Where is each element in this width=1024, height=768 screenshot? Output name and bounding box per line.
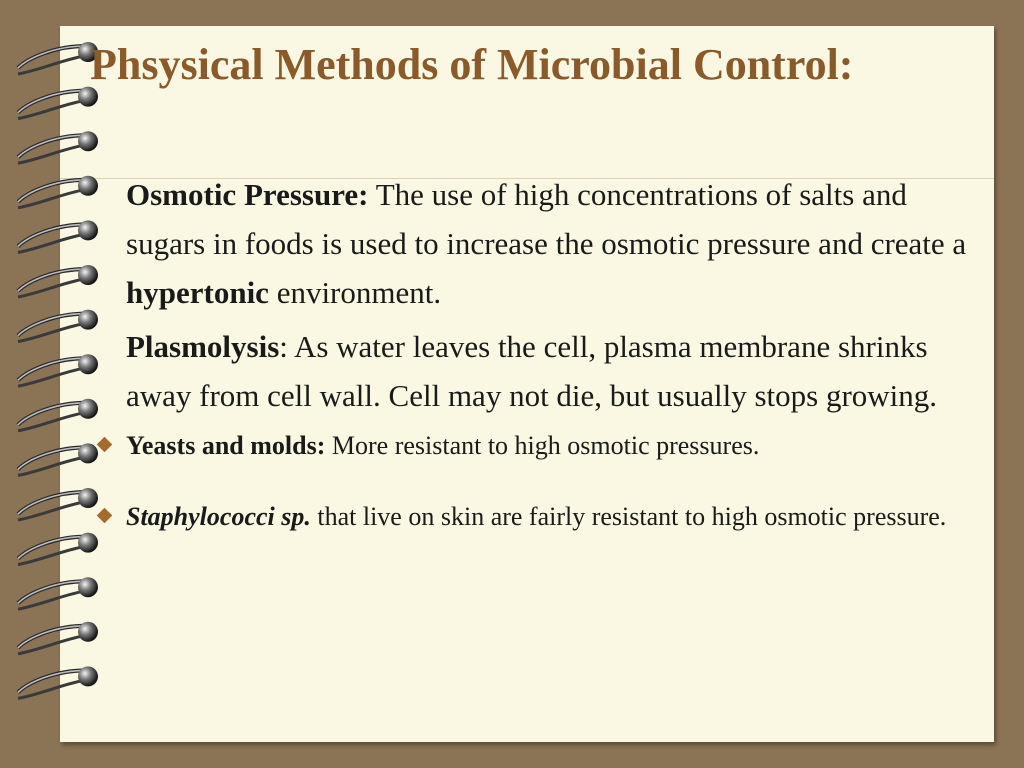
bullet-staphylococci bbox=[90, 494, 990, 539]
spiral-ring-icon bbox=[18, 87, 98, 119]
spiral-ring-icon bbox=[18, 666, 98, 698]
diamond-bullet-icon bbox=[97, 437, 113, 453]
term-osmotic-pressure: Osmotic Pressure: bbox=[126, 177, 369, 212]
paragraph-plasmolysis bbox=[90, 322, 990, 420]
spiral-ring-icon bbox=[18, 310, 98, 342]
spiral-ring-icon bbox=[18, 577, 98, 609]
term-hypertonic: hypertonic bbox=[126, 275, 269, 310]
spiral-ring-icon bbox=[18, 131, 98, 163]
term-staphylococci: Staphylococci sp. bbox=[126, 502, 311, 531]
spiral-ring-icon bbox=[18, 443, 98, 475]
yeasts-molds-text: More resistant to high osmotic pressures. bbox=[325, 431, 760, 460]
spiral-ring-icon bbox=[18, 220, 98, 252]
spiral-ring-icon bbox=[18, 265, 98, 297]
spiral-ring-icon bbox=[18, 399, 98, 431]
spiral-ring-icon bbox=[18, 488, 98, 520]
spiral-ring-icon bbox=[18, 176, 98, 208]
diamond-bullet-icon bbox=[97, 508, 113, 524]
bullet-yeasts-molds bbox=[90, 423, 990, 468]
term-plasmolysis: Plasmolysis bbox=[126, 329, 280, 364]
staphylococci-text: that live on skin are fairly resistant to high osmotic pressure. bbox=[310, 502, 947, 531]
spiral-ring-icon bbox=[18, 622, 98, 654]
slide-title: Phsysical Methods of Microbial Control: bbox=[90, 40, 854, 89]
spiral-ring-icon bbox=[18, 533, 98, 565]
plasmolysis-text: : As water leaves the cell, plasma membrane shrinks away from cell wall. Cell may not die, but usually stops growing. bbox=[126, 329, 938, 413]
slide-body bbox=[90, 170, 990, 565]
osmotic-text-after: environment. bbox=[268, 275, 442, 310]
paragraph-osmotic-pressure bbox=[90, 170, 990, 317]
osmotic-text-before: The use of high concentrations of salts and sugars in foods is used to increase the osmotic pressure and create a bbox=[126, 177, 967, 261]
term-yeasts-molds: Yeasts and molds: bbox=[126, 431, 326, 460]
spiral-ring-icon bbox=[18, 354, 98, 386]
spiral-ring-icon bbox=[18, 42, 98, 74]
